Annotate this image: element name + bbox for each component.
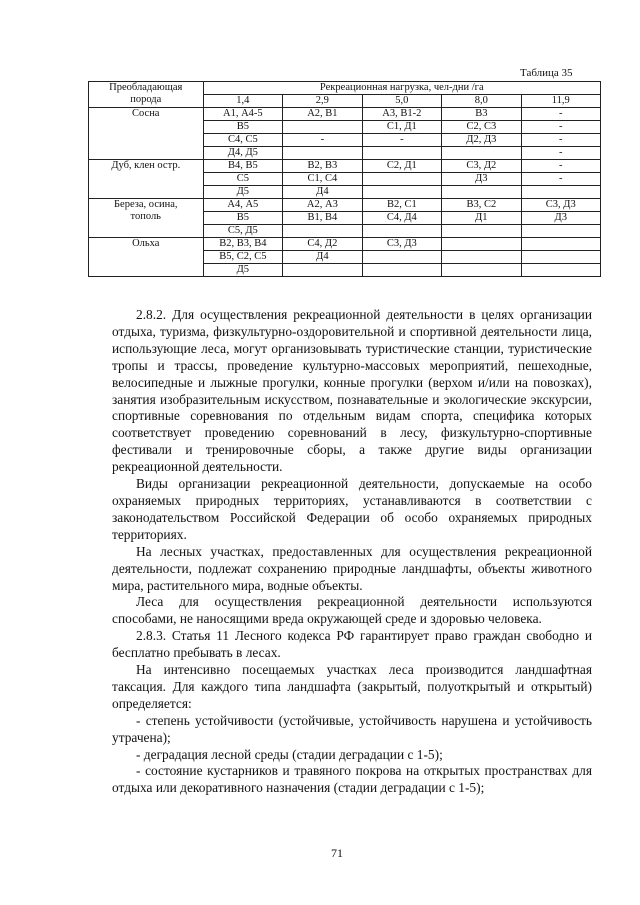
table-cell — [521, 186, 600, 199]
load-value-cell: 2,9 — [283, 95, 362, 108]
table-cell: А1, А4-5 — [203, 108, 283, 121]
table-cell: А2, А3 — [283, 199, 362, 212]
table-cell — [442, 225, 521, 238]
table-cell: С5 — [203, 173, 283, 186]
table-cell: А3, В1-2 — [362, 108, 442, 121]
table-cell: - — [362, 134, 442, 147]
paragraph: Леса для осуществления рекреационной деятельности используются способами, не наносящими вреда окружающей среде и здоровью человека. — [112, 594, 592, 627]
header-load-cell: Рекреационная нагрузка, чел-дни /га — [203, 82, 600, 95]
species-name-line1: Сосна — [132, 108, 160, 119]
table-cell: В5, С2, С5 — [203, 251, 283, 264]
paragraph: 2.8.2. Для осуществления рекреационной деятельности в целях организации отдыха, туризма, физкультурно-оздоровительной и спортивной деятельности лица, использующие леса, могут организовывать туристические станции, туристические тропы и трассы, проведение культурно-массовых мероприятий, пешеходные, велосипедные и лыжные прогулки, конные прогулки (верхом и/или на повозках), занятия изобразительным искусством, познавательные и экологические экскурсии, спортивные соревнования по отдельным видам спорта, специфика которых соответствует проведению соревнований в лесу, физкультурно-спортивные фестивали и тренировочные сборы, а также другие виды организации рекреационной деятельности. — [112, 307, 592, 475]
table-cell: В3 — [442, 108, 521, 121]
load-value-cell: 11,9 — [521, 95, 600, 108]
paragraph: - состояние кустарников и травяного покрова на открытых пространствах для отдыха или декоративного назначения (стадии деградации с 1-5); — [112, 763, 592, 796]
table-cell: С3, Д3 — [362, 238, 442, 251]
body-text — [112, 307, 592, 797]
table-cell: С2, Д1 — [362, 160, 442, 173]
paragraph: - деградация лесной среды (стадии деградации с 1-5); — [136, 746, 443, 762]
table-cell: В5 — [203, 212, 283, 225]
table-cell: А2, В1 — [283, 108, 362, 121]
species-name-line2: тополь — [130, 211, 161, 222]
table-cell: - — [521, 147, 600, 160]
table-cell — [362, 225, 442, 238]
header-species-line1: Преобладающая — [109, 82, 183, 93]
table-cell: Д2, Д3 — [442, 134, 521, 147]
table-cell — [362, 264, 442, 277]
header-species-cell — [89, 82, 204, 108]
paragraph: На интенсивно посещаемых участках леса производится ландшафтная таксация. Для каждого типа ландшафта (закрытый, полуоткрытый и открытый) определяется: — [112, 662, 592, 711]
table-cell: Д5 — [203, 186, 283, 199]
species-name-line1: Ольха — [132, 238, 160, 249]
table-cell: В2, В3 — [283, 160, 362, 173]
table-cell — [283, 264, 362, 277]
table-cell: В5 — [203, 121, 283, 134]
table-cell: С4, Д4 — [362, 212, 442, 225]
paragraph: Виды организации рекреационной деятельности, допускаемые на особо охраняемых природных территориях, устанавливаются в соответствии с законодательством Российской Федерации об особо охраняемых природных территориях. — [112, 476, 592, 542]
table-cell: В2, В3, В4 — [203, 238, 283, 251]
table-cell — [442, 264, 521, 277]
table-cell — [362, 173, 442, 186]
table-cell: А4, А5 — [203, 199, 283, 212]
paragraph: - степень устойчивости (устойчивые, устойчивость нарушена и устойчивость утрачена); — [112, 712, 592, 745]
table-header-row — [89, 82, 601, 95]
table-cell: С3, Д3 — [521, 199, 600, 212]
table-cell: - — [283, 134, 362, 147]
recreation-load-table — [88, 81, 601, 277]
load-value-cell: 8,0 — [442, 95, 521, 108]
table-cell — [521, 264, 600, 277]
table-cell — [521, 225, 600, 238]
table-cell: С4, Д2 — [283, 238, 362, 251]
species-cell — [89, 238, 204, 277]
table-cell — [362, 251, 442, 264]
species-cell — [89, 108, 204, 160]
species-cell — [89, 199, 204, 238]
table-cell: С1, Д1 — [362, 121, 442, 134]
table-caption: Таблица 35 — [520, 67, 573, 79]
table-cell: Д4, Д5 — [203, 147, 283, 160]
table-cell — [442, 147, 521, 160]
paragraph: 2.8.3. Статья 11 Лесного кодекса РФ гарантирует право граждан свободно и бесплатно пребывать в лесах. — [112, 628, 592, 661]
table-cell: Д4 — [283, 251, 362, 264]
table-row — [89, 160, 601, 173]
header-species-line2: порода — [130, 94, 162, 105]
table-cell: В1, В4 — [283, 212, 362, 225]
table-row — [89, 199, 601, 212]
table-cell — [283, 147, 362, 160]
table-cell — [442, 186, 521, 199]
load-value-cell: 1,4 — [203, 95, 283, 108]
table-cell: Д3 — [442, 173, 521, 186]
table-cell: - — [521, 173, 600, 186]
table-cell: В4, В5 — [203, 160, 283, 173]
table-cell: В3, С2 — [442, 199, 521, 212]
table-cell: - — [521, 134, 600, 147]
load-value-cell: 5,0 — [362, 95, 442, 108]
paragraph: На лесных участках, предоставленных для осуществления рекреационной деятельности, подлежат сохранению природные ландшафты, объекты животного мира, растительного мира, водные объекты. — [112, 543, 592, 593]
table-cell: - — [521, 121, 600, 134]
table-cell — [362, 186, 442, 199]
table-cell: В2, С1 — [362, 199, 442, 212]
table-cell — [442, 251, 521, 264]
table-cell — [283, 121, 362, 134]
table-row — [89, 108, 601, 121]
species-cell — [89, 160, 204, 199]
species-name-line1: Дуб, клен остр. — [111, 160, 181, 171]
table-cell: С2, С3 — [442, 121, 521, 134]
table-cell: С3, Д2 — [442, 160, 521, 173]
table-cell: С5, Д5 — [203, 225, 283, 238]
table-cell: - — [521, 160, 600, 173]
table-cell: Д5 — [203, 264, 283, 277]
table-cell — [442, 238, 521, 251]
table-cell: С1, С4 — [283, 173, 362, 186]
species-name-line1: Береза, осина, — [114, 199, 178, 210]
table-cell — [521, 251, 600, 264]
table-cell: Д4 — [283, 186, 362, 199]
table-cell: С4, С5 — [203, 134, 283, 147]
table-cell: - — [521, 108, 600, 121]
table-cell: Д3 — [521, 212, 600, 225]
table-row — [89, 238, 601, 251]
table-cell — [521, 238, 600, 251]
table-cell — [283, 225, 362, 238]
table-cell: Д1 — [442, 212, 521, 225]
page-number: 71 — [331, 846, 343, 860]
table-cell — [362, 147, 442, 160]
